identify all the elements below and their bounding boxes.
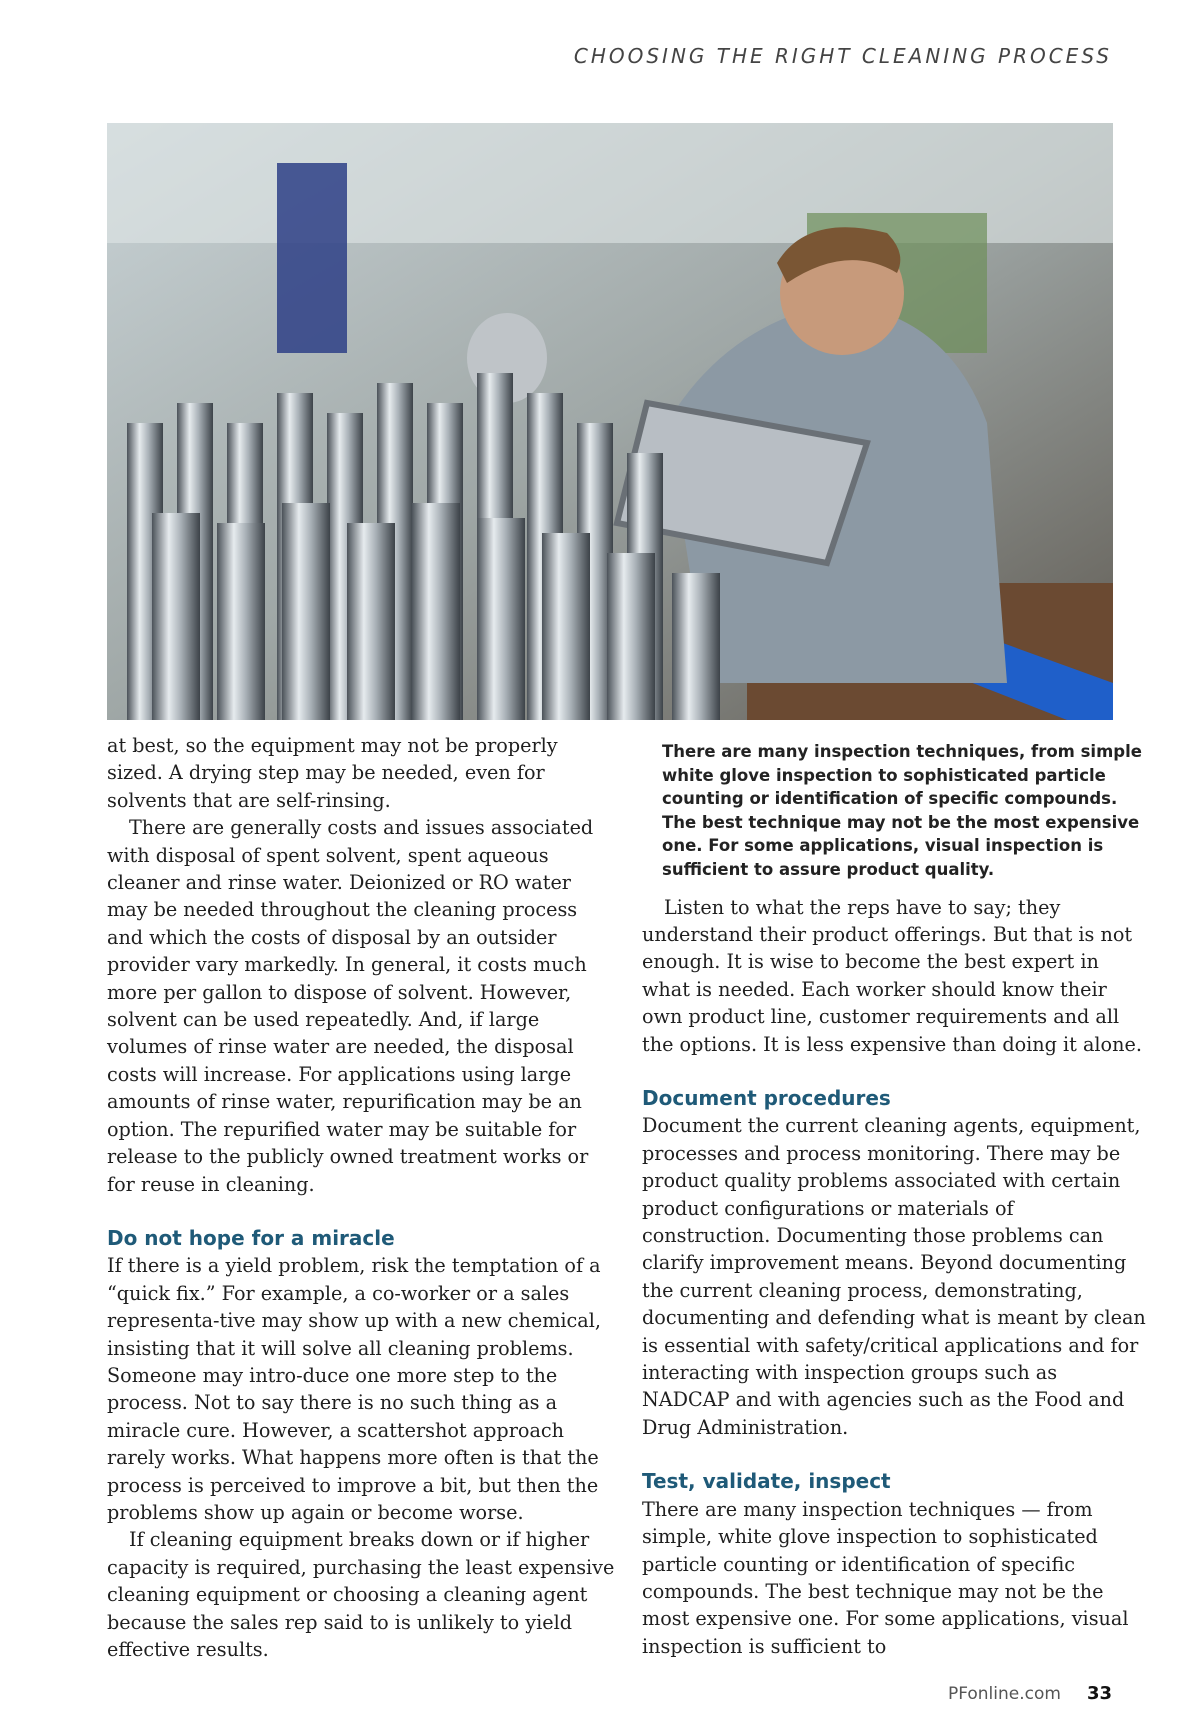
- right-column: [642, 732, 1148, 1660]
- paragraph: Document the current cleaning agents, equipment, processes and process monitoring. There may be product quality problems associated with certain product configurations or materials of construction. Documenting those problems can clarify improvement means. Beyond documenting the current cleaning process, demonstrating, documenting and defending what is meant by clean is essential with safety/critical applications and for interacting with inspection groups such as NADCAP and with agencies such as the Food and Drug Administration.: [642, 1114, 1146, 1439]
- site-name: PFonline.com: [947, 1684, 1061, 1704]
- paragraph: If cleaning equipment breaks down or if higher capacity is required, purchasing the least expensive cleaning equipment or choosing a cleaning agent because the sales rep said to is unlikely to yield effective results.: [107, 1528, 615, 1661]
- running-head: CHOOSING THE RIGHT CLEANING PROCESS: [573, 44, 1112, 68]
- paragraph: at best, so the equipment may not be properly sized. A drying step may be needed, even for solvents that are self-rinsing.: [107, 734, 558, 812]
- paragraph: There are generally costs and issues associated with disposal of spent solvent, spent aqueous cleaner and rinse water. Deionized or RO water may be needed throughout the cleaning process and which the costs of disposal by an outsider provider vary markedly. In general, it costs much more per gallon to dispose of solvent. However, solvent can be used repeatedly. And, if large volumes of rinse water are needed, the disposal costs will increase. For applications using large amounts of rinse water, repurification may be an option. The repurified water may be suitable for release to the publicly owned treatment works or for reuse in cleaning.: [107, 816, 594, 1196]
- photo-image: [107, 123, 1113, 720]
- paragraph: If there is a yield problem, risk the temptation of a “quick fix.” For example, a co-worker or a sales representa-tive may show up with a new chemical, insisting that it will solve all cleaning problems. Someone may intro-duce one more step to the process. Not to say there is no such thing as a miracle cure. However, a scattershot approach rarely works. What happens more often is that the process is perceived to improve a bit, but then the problems show up again or become worse.: [107, 1254, 601, 1524]
- paragraph: Listen to what the reps have to say; they understand their product offerings. But that is not enough. It is wise to become the best expert in what is needed. Each worker should know their own product line, customer requirements and all the options. It is less expensive than doing it alone.: [642, 895, 1142, 1056]
- page-footer: [948, 1683, 1112, 1704]
- paragraph: There are many inspection techniques — from simple, white glove inspection to sophisticated particle counting or identification of specific compounds. The best technique may not be the most expensive one. For some applications, visual inspection is sufficient to: [642, 1497, 1129, 1658]
- left-column: [107, 732, 615, 1663]
- page-number: 33: [1086, 1683, 1112, 1704]
- section-heading: Do not hope for a miracle: [107, 1225, 395, 1250]
- section-heading: Document procedures: [642, 1086, 891, 1110]
- pull-quote: There are many inspection techniques, from simple white glove inspection to sophisticated particle counting or identification of specific compounds. The best technique may not be the most expensive one. For some applications, visual inspection is sufficient to assure product quality.: [662, 742, 1142, 879]
- section-heading: Test, validate, inspect: [642, 1469, 891, 1494]
- article-photo: [107, 123, 1113, 720]
